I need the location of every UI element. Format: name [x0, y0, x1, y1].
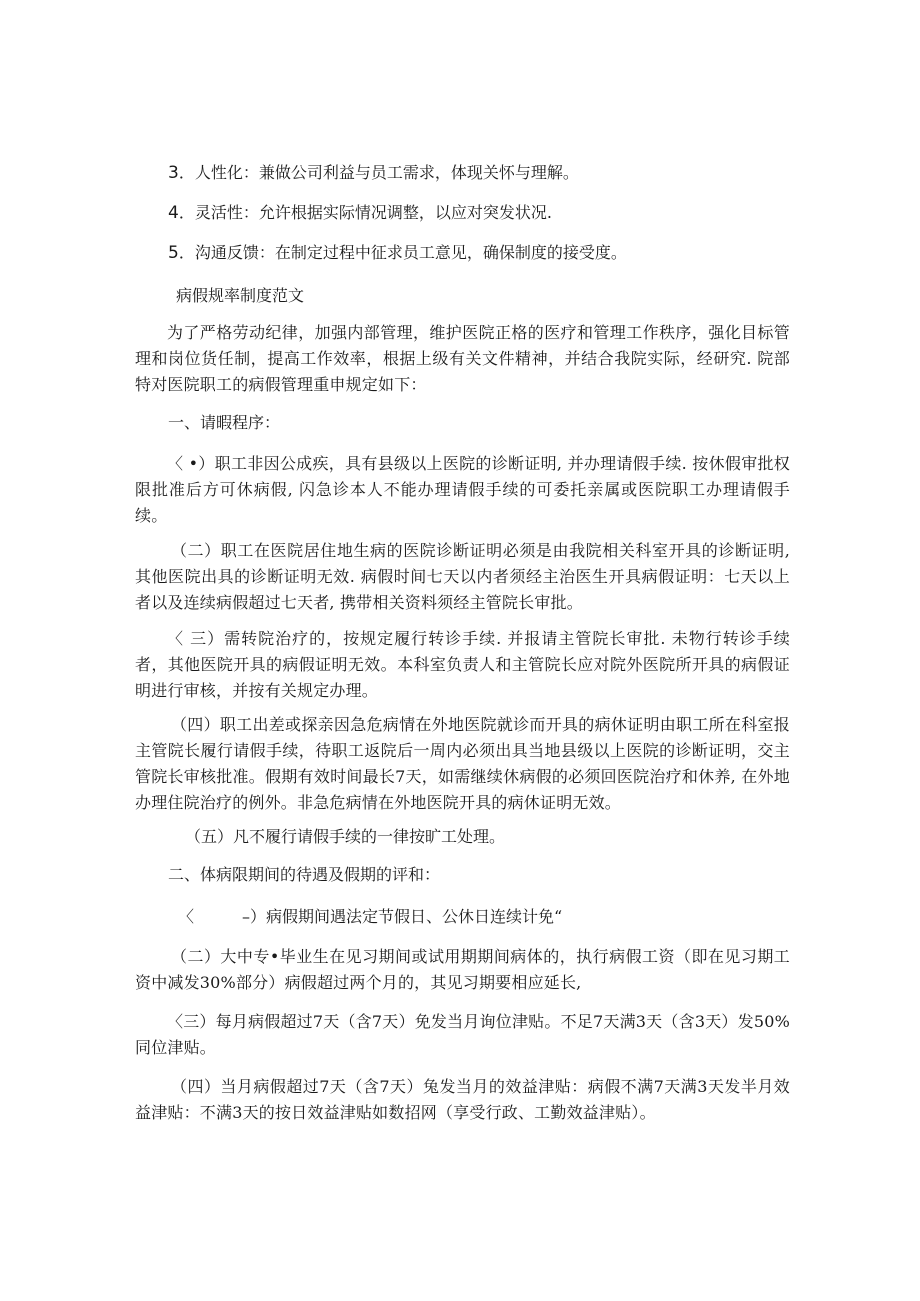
list-item-3	[168, 159, 579, 187]
part1-item-5: （五）凡不履行请假手续的一律按旷工处理。	[185, 827, 506, 846]
part1-item-1: 〈 •）职工非因公成疾，具有县级以上医院的诊断证明, 并办理请假手续. 按休假审批权限批准后方可休病假, 闪急诊本人不能办理请假手续的可委托亲属或医院职工办理请假手续。	[135, 454, 790, 525]
list-text: ．沟通反馈：在制定过程中征求员工意见，确保制度的接受度。	[178, 243, 627, 262]
list-number: 4	[168, 203, 179, 223]
part2-item-3: 〈三）每月病假超过7天（含7天）免发当月询位津贴。不足7天满3天（含3天）发50%同位津贴。	[135, 1012, 790, 1057]
list-text: ．人性化：兼做公司利益与员工需求，体现关怀与理解。	[178, 163, 579, 182]
part2-heading: 二、体病限期间的待遇及假期的评和：	[168, 865, 441, 884]
list-text: ．灵活性：允许根据实际情况调整，以应对突发状况.	[178, 203, 552, 222]
part1-heading: 一、请暇程序：	[168, 413, 281, 432]
part1-item-2: （二）职工在医院居住地生病的医院诊断证明必须是由我院相关科室开具的诊断证明, 其他医院出具的诊断证明无效. 病假时间七天以内者须经主治医生开具病假证明：七天以上者以及连续病假超过七天者, 携带相关资料须经主管院长审批。	[135, 541, 790, 612]
section-title: 病假规率制度范文	[176, 286, 305, 305]
list-item-4	[168, 199, 552, 227]
part1-item-3: 〈 三）需转院治疗的，按规定履行转诊手续. 并报请主管院长审批. 未物行转诊手续者，其他医院开具的病假证明无效。本科室负责人和主管院长应对院外医院所开具的病假证明进行审核，并按有关规定办理。	[135, 629, 790, 700]
list-number: 3	[168, 163, 179, 183]
list-item-5	[168, 239, 627, 267]
part2-item-4: （四）当月病假超过7天（含7天）兔发当月的效益津贴：病假不满7天满3天发半月效益津贴：不满3天的按日效益津贴如数招网（享受行政、工勤效益津贴）。	[135, 1077, 790, 1122]
list-number: 5	[168, 243, 179, 263]
part2-item-1: 〈 –）病假期间遇法定节假日、公休日连续计免“	[178, 907, 563, 926]
intro-paragraph: 为了严格劳动纪律，加强内部管理，维护医院正格的医疗和管理工作秩序，强化目标管理和岗位货任制，提高工作效率，根据上级有关文件精神，并结合我院实际，经研究. 院部特对医院职工的病假管理重申规定如下：	[135, 323, 790, 394]
part2-item-2: （二）大中专•毕业生在见习期间或试用期期间病体的，执行病假工资（即在见习期工资中减发30%部分）病假超过两个月的，其见习期要相应延长,	[135, 947, 790, 992]
part1-item-4: （四）职工出差或探亲因急危病情在外地医院就诊而开具的病休证明由职工所在科室报主管院长履行请假手续，待职工返院后一周内必须出具当地县级以上医院的诊断证明，交主管院长审核批准。假期有效时间最长7天，如需继续休病假的必须回医院治疗和休养, 在外地办理住院治疗的例外。非急危病情在外地医院开具的病休证明无效。	[135, 715, 790, 812]
